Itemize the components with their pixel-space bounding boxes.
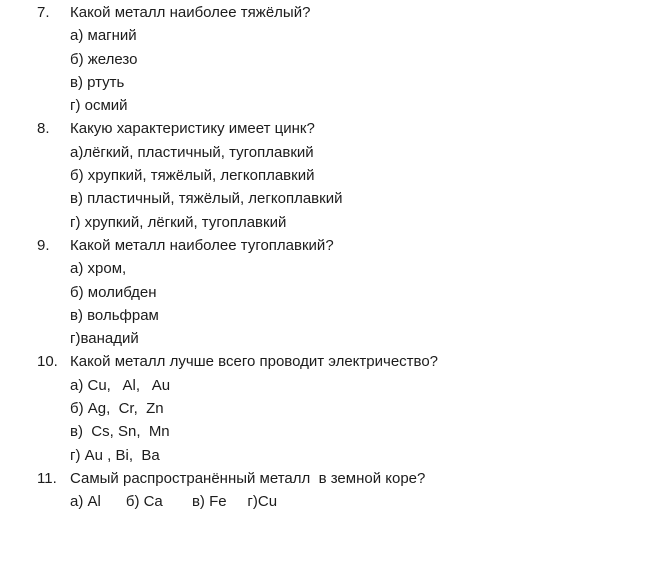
question-number: 7. (37, 4, 50, 21)
option-line: б) молибден (70, 283, 157, 301)
question-text: Самый распространённый металл в земной коре? (70, 469, 426, 487)
question-text: Какой металл наиболее тяжёлый? (70, 4, 311, 21)
option-line: б) Ag, Cr, Zn (70, 400, 164, 418)
option-line: а) Cu, Al, Au (70, 376, 171, 394)
option-line: а) хром, (70, 260, 127, 278)
question-number: 8. (37, 120, 50, 138)
question-line (37, 350, 656, 373)
question-block-8 (37, 117, 656, 233)
question-number: 10. (37, 353, 58, 371)
option-line: б) железо (70, 50, 138, 68)
option-line: а) магний (70, 27, 137, 45)
question-text: Какой металл лучше всего проводит электричество? (70, 353, 439, 371)
option-line: б) хрупкий, тяжёлый, легкоплавкий (70, 167, 315, 185)
question-text: Какой металл наиболее тугоплавкий? (70, 236, 334, 254)
question-block-7 (37, 1, 656, 117)
option-line: г) Au , Bi, Ba (70, 446, 160, 464)
option-line: г)ванадий (70, 330, 139, 348)
question-block-11 (37, 467, 656, 514)
option-line: а) Al б) Ca в) Fe г)Cu (70, 493, 278, 511)
question-line (37, 467, 656, 490)
question-list (37, 1, 656, 514)
question-line (37, 1, 656, 24)
option-line: в) пластичный, тяжёлый, легкоплавкий (70, 190, 343, 208)
option-line: в) Cs, Sn, Mn (70, 423, 170, 441)
question-number: 11. (37, 469, 57, 487)
question-line (37, 117, 656, 140)
question-text: Какую характеристику имеет цинк? (70, 120, 315, 138)
question-number: 9. (37, 236, 50, 254)
option-line: в) вольфрам (70, 306, 159, 324)
option-line: г) осмий (70, 97, 128, 115)
question-block-9 (37, 234, 656, 350)
question-block-10 (37, 350, 656, 466)
option-line: а)лёгкий, пластичный, тугоплавкий (70, 143, 314, 161)
option-line: г) хрупкий, лёгкий, тугоплавкий (70, 213, 287, 231)
option-line: в) ртуть (70, 73, 125, 91)
question-line (37, 234, 656, 257)
